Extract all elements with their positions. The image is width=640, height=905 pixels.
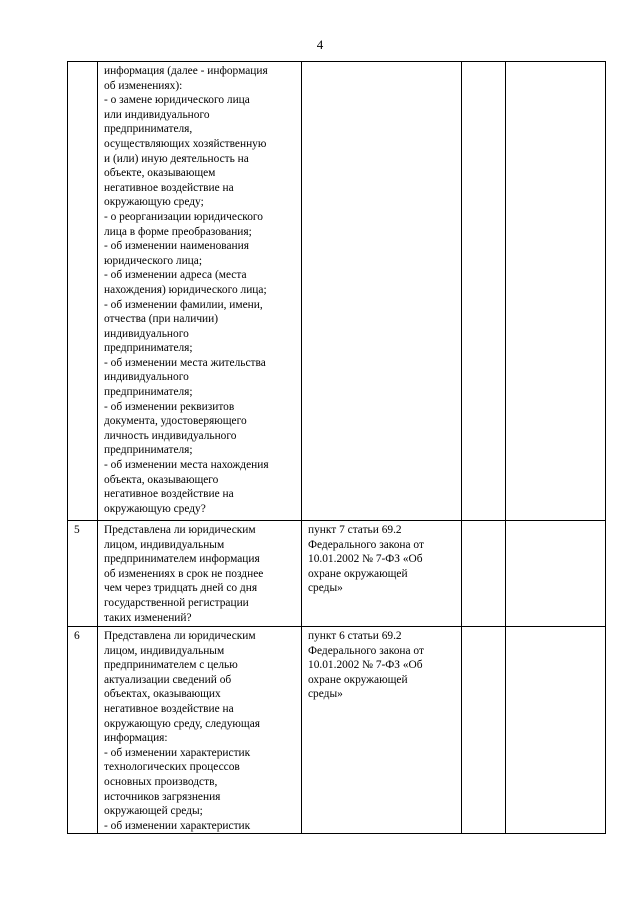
cell-text-line: объектах, оказывающих — [104, 688, 221, 701]
checklist-table — [67, 61, 606, 834]
cell-text-line: - о замене юридического лица — [104, 94, 250, 107]
cell-text-line: чем через тридцать дней со дня — [104, 582, 258, 595]
cell-text-line: Федерального закона от — [308, 538, 424, 551]
reference-cell — [302, 62, 462, 521]
cell-text-line: юридического лица; — [104, 254, 202, 267]
table-row — [68, 521, 606, 627]
cell-text-line: - об изменении реквизитов — [104, 400, 235, 413]
cell-text-line: нахождения) юридического лица; — [104, 283, 267, 296]
cell-text-line: среды» — [308, 688, 343, 701]
cell-text-line: охране окружающей — [308, 567, 408, 580]
cell-text-line: окружающую среду? — [104, 502, 206, 515]
cell-text-line: предпринимателем информация — [104, 553, 260, 566]
cell-text-line: государственной регистрации — [104, 596, 249, 609]
cell-text-line: лицом, индивидуальным — [104, 538, 225, 551]
cell-text-line: объекте, оказывающем — [104, 167, 216, 180]
cell-text-line: негативное воздействие на — [104, 488, 234, 501]
cell-text-line: - об изменении фамилии, имени, — [104, 298, 263, 311]
answer-cell — [462, 62, 506, 521]
cell-text-line: предпринимателем с целью — [104, 659, 238, 672]
cell-text-line: негативное воздействие на — [104, 702, 234, 715]
cell-text-line: окружающей среды; — [104, 805, 203, 818]
cell-text-line: - об изменении места жительства — [104, 356, 266, 369]
cell-text-line: лицом, индивидуальным — [104, 644, 225, 657]
answer-cell — [462, 627, 506, 834]
cell-text-line: - об изменении адреса (места — [104, 269, 247, 282]
cell-text-line: пункт 6 статьи 69.2 — [308, 630, 402, 642]
cell-text-line: окружающую среду, следующая — [104, 717, 260, 730]
cell-text-line: объекта, оказывающего — [104, 473, 219, 486]
table-row — [68, 627, 606, 834]
row-number-cell: 5 — [68, 521, 98, 627]
reference-cell — [302, 627, 462, 834]
cell-text-line: пункт 7 статьи 69.2 — [308, 524, 402, 536]
page-number: 4 — [316, 37, 324, 52]
cell-text-line: источников загрязнения — [104, 790, 221, 803]
cell-text-line: об изменениях): — [104, 79, 183, 92]
cell-text-line: и (или) иную деятельность на — [104, 152, 249, 165]
question-cell — [98, 627, 302, 834]
cell-text-line: предпринимателя; — [104, 444, 193, 457]
cell-text-line: личность индивидуального — [104, 429, 237, 442]
cell-text-line: - об изменении места нахождения — [104, 459, 269, 472]
cell-text-line: - об изменении характеристик — [104, 819, 251, 832]
cell-text-line: технологических процессов — [104, 761, 240, 774]
row-number-cell — [68, 62, 98, 521]
note-cell — [506, 521, 606, 627]
note-cell — [506, 62, 606, 521]
cell-text-line: индивидуального — [104, 327, 189, 340]
row-number-cell: 6 — [68, 627, 98, 834]
cell-text-line: отчества (при наличии) — [104, 313, 219, 326]
table-row — [68, 62, 606, 521]
answer-cell — [462, 521, 506, 627]
cell-text-line: актуализации сведений об — [104, 673, 232, 686]
cell-text-line: документа, удостоверяющего — [104, 415, 247, 428]
cell-text-line: осуществляющих хозяйственную — [104, 137, 267, 150]
cell-text-line: Федерального закона от — [308, 644, 424, 657]
cell-text-line: - об изменении характеристик — [104, 746, 251, 759]
cell-text-line: 10.01.2002 № 7-ФЗ «Об — [308, 659, 423, 672]
reference-cell — [302, 521, 462, 627]
cell-text-line: среды» — [308, 582, 343, 595]
cell-text-line: или индивидуального — [104, 108, 210, 121]
cell-text-line: таких изменений? — [104, 611, 192, 624]
cell-text-line: окружающую среду; — [104, 196, 204, 209]
cell-text-line: основных производств, — [104, 775, 218, 788]
cell-text-line: Представлена ли юридическим — [104, 630, 256, 642]
cell-text-line: информация: — [104, 732, 168, 745]
cell-text-line: 10.01.2002 № 7-ФЗ «Об — [308, 553, 423, 566]
cell-text-line: предпринимателя; — [104, 386, 193, 399]
cell-text-line: негативное воздействие на — [104, 181, 234, 194]
cell-text-line: Представлена ли юридическим — [104, 524, 256, 536]
note-cell — [506, 627, 606, 834]
cell-text-line: об изменениях в срок не позднее — [104, 567, 264, 580]
question-cell — [98, 62, 302, 521]
cell-text-line: предпринимателя, — [104, 123, 193, 136]
cell-text-line: - об изменении наименования — [104, 240, 249, 253]
cell-text-line: информация (далее - информация — [104, 65, 268, 77]
cell-text-line: охране окружающей — [308, 673, 408, 686]
cell-text-line: индивидуального — [104, 371, 189, 384]
cell-text-line: - о реорганизации юридического — [104, 210, 263, 223]
cell-text-line: лица в форме преобразования; — [104, 225, 252, 238]
cell-text-line: предпринимателя; — [104, 342, 193, 355]
question-cell — [98, 521, 302, 627]
